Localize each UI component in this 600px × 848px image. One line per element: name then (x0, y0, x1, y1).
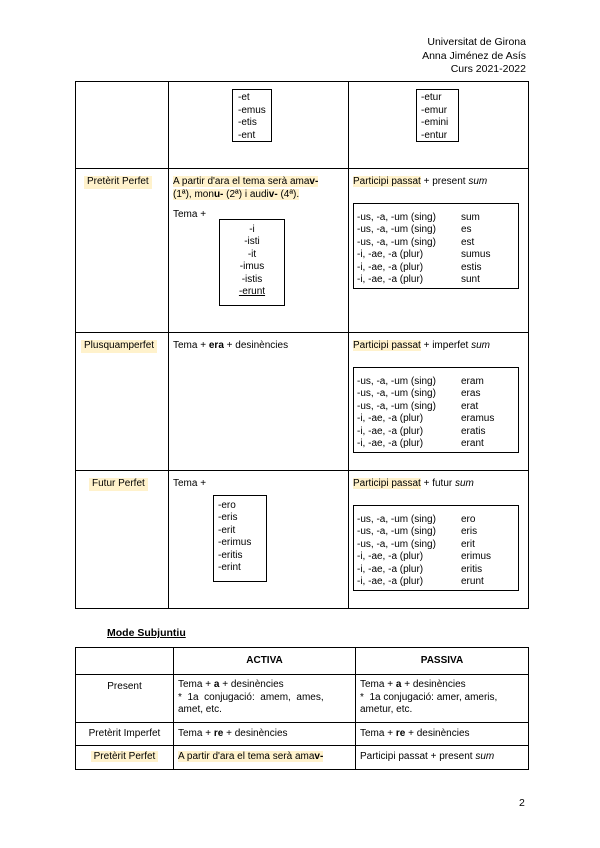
passive-conjugation-box (353, 203, 519, 289)
conj-row: -i, -ae, -a (plur) sumus (357, 249, 491, 260)
conj-row: -i, -ae, -a (plur) eratis (357, 425, 486, 437)
passive-conjugation-box (353, 505, 519, 591)
conj-row: -us, -a, -um (sing) erit (357, 538, 475, 550)
ending: -emus (238, 104, 266, 116)
ending: -istis (241, 273, 263, 285)
passive-cell (349, 471, 529, 609)
ending: -emur (421, 104, 448, 116)
conj-row: -us, -a, -um (sing) eris (357, 526, 478, 537)
header-course: Curs 2021-2022 (450, 63, 526, 75)
active-endings-box (219, 219, 285, 306)
corner-cell (76, 648, 174, 675)
tense-label: Pretèrit Imperfet (76, 723, 174, 746)
ending: -erimus (218, 537, 252, 548)
tense-cell (76, 675, 174, 723)
passive-endings-box (416, 89, 459, 142)
table-row (76, 675, 529, 723)
conj-row: -i, -ae, -a (plur) estis (357, 261, 482, 273)
passive-cell: Participi passat + present sum (356, 746, 529, 770)
page-number: 2 (519, 797, 525, 809)
passive-intro: Participi passat + futur sum (353, 478, 474, 489)
table-row (76, 82, 529, 169)
active-intro: A partir d'ara el tema serà amav- (1ª), monu- (2ª) i audiv- (4ª). (173, 176, 319, 200)
tense-label: Present (107, 681, 142, 692)
conj-row: -us, -a, -um (sing) sum (357, 211, 480, 223)
conj-row: -i, -ae, -a (plur) erimus (357, 551, 492, 562)
ending: -emini (421, 117, 449, 128)
active-cell (169, 471, 349, 609)
ending: -erit (218, 524, 236, 536)
section-title: Mode Subjuntiu (107, 627, 186, 639)
table-row (76, 471, 529, 609)
passive-cell (349, 169, 529, 333)
ending: -eritis (218, 549, 243, 561)
tense-cell-empty (76, 82, 169, 169)
table-row (76, 169, 529, 333)
tense-cell (76, 746, 174, 770)
conj-row: -i, -ae, -a (plur) sunt (357, 274, 480, 285)
active-cell (169, 169, 349, 333)
passive-cell: Tema + re + desinències (356, 723, 529, 746)
table-row (76, 648, 529, 675)
conj-row: -us, -a, -um (sing) ero (357, 513, 476, 525)
conj-row: -us, -a, -um (sing) eram (357, 375, 484, 387)
active-cell (169, 82, 349, 169)
ending: -imus (239, 261, 265, 272)
tense-cell (76, 333, 169, 471)
header-author: Anna Jiménez de Asís (422, 49, 526, 62)
active-endings-box (213, 495, 267, 582)
conj-row: -us, -a, -um (sing) eras (357, 388, 481, 399)
ending: -erunt (238, 286, 266, 297)
active-rule: Tema + era + desinències (173, 340, 289, 351)
tense-label: Plusquamperfet (81, 340, 157, 353)
ending: -ero (218, 499, 236, 511)
page-header (422, 36, 526, 77)
conj-row: -us, -a, -um (sing) erat (357, 400, 479, 412)
conj-row: -i, -ae, -a (plur) erant (357, 438, 484, 449)
conj-row: -i, -ae, -a (plur) eritis (357, 563, 483, 575)
ending: -etur (421, 92, 442, 103)
table-row (76, 746, 529, 770)
tense-cell (76, 169, 169, 333)
ending: -i (249, 223, 255, 235)
passive-cell (349, 333, 529, 471)
ending: -eris (218, 512, 238, 523)
column-header-passive: PASSIVA (356, 648, 529, 675)
column-header-active: ACTIVA (174, 648, 356, 675)
ending: -ent (238, 129, 256, 141)
passive-conjugation-box (353, 367, 519, 453)
subjunctive-table (75, 647, 529, 770)
active-cell (174, 675, 356, 723)
passive-cell (349, 82, 529, 169)
tense-label: Pretèrit Perfet (91, 751, 159, 762)
tense-label: Pretèrit Perfet (84, 176, 152, 189)
tema-label: Tema + (173, 209, 207, 220)
tema-label: Tema + (173, 478, 207, 489)
conj-row: -us, -a, -um (sing) es (357, 224, 472, 235)
table-row (76, 723, 529, 746)
ending: -erint (218, 562, 241, 573)
active-endings-box (232, 89, 272, 142)
conj-row: -i, -ae, -a (plur) eramus (357, 413, 495, 424)
header-university: Universitat de Girona (427, 36, 526, 48)
passive-cell (356, 675, 529, 723)
ending: -etis (238, 117, 257, 128)
indicative-table (75, 81, 529, 609)
conj-row: -us, -a, -um (sing) est (357, 236, 475, 248)
ending: -et (238, 92, 250, 103)
ending: -isti (244, 236, 260, 247)
tense-cell (76, 471, 169, 609)
passive-intro: Participi passat + present sum (353, 176, 488, 187)
passive-rule: Tema + a + desinències * 1a conjugació: amer, ameris, ametur, etc. (360, 679, 498, 715)
table-row (76, 333, 529, 471)
active-cell: Tema + re + desinències (174, 723, 356, 746)
active-cell: A partir d'ara el tema serà amav- (174, 746, 356, 770)
ending: -entur (421, 129, 448, 141)
conj-row: -i, -ae, -a (plur) erunt (357, 576, 484, 587)
passive-intro: Participi passat + imperfet sum (353, 340, 491, 351)
ending: -it (247, 248, 257, 260)
active-rule: Tema + a + desinències * 1a conjugació: amem, ames, amet, etc. (178, 679, 324, 715)
active-cell (169, 333, 349, 471)
tense-label: Futur Perfet (89, 478, 148, 491)
